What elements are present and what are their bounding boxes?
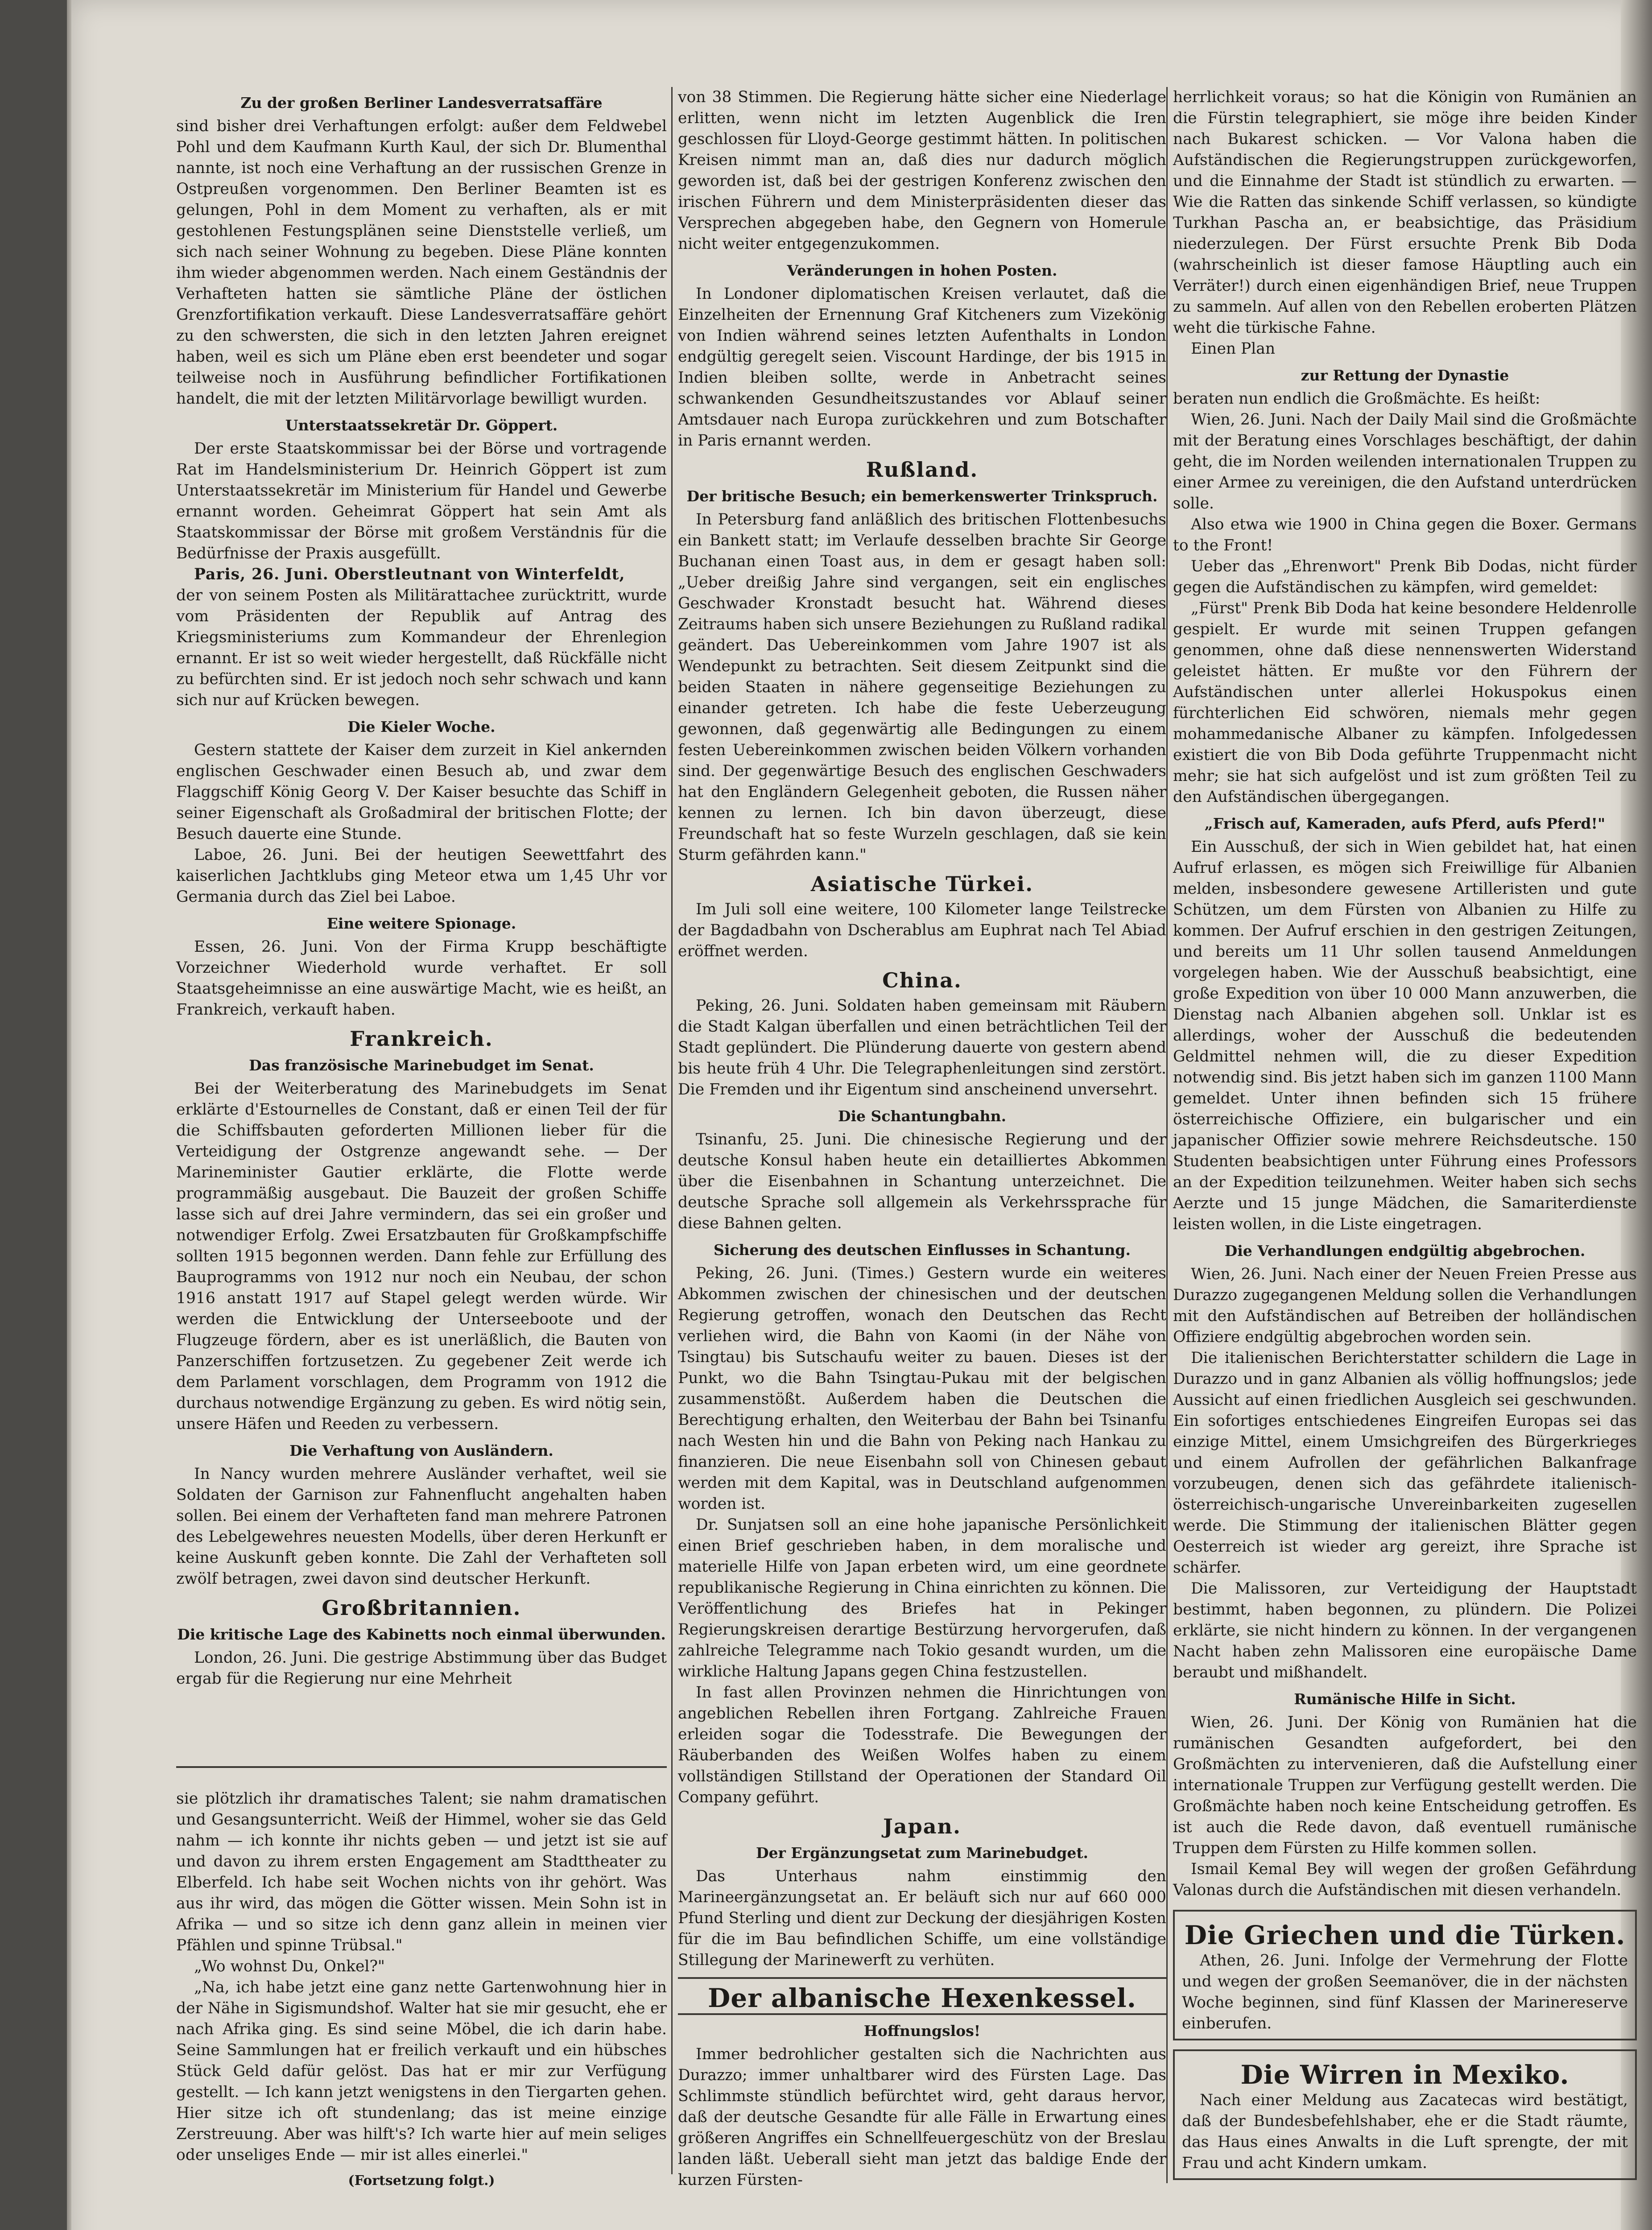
headline: Sicherung des deutschen Einflusses in Schantung. — [714, 1241, 1131, 1259]
column-left — [176, 87, 667, 1751]
article-text: Wien, 26. Juni. Der König von Rumänien hat die rumänischen Gesandten aufgefordert, bei den Großmächten zu intervenieren, daß die Aufstellung einer internationale Truppen zur Verfügung gestellt werden. Die Großmächte haben noch keine Entscheidung getroffen. Es ist auch die Rede davon, daß eventuell rumänische Truppen dem Fürsten zu Hilfe kommen sollen. — [1173, 1714, 1637, 1857]
headline: „Frisch auf, Kameraden, aufs Pferd, aufs Pferd!" — [1204, 815, 1606, 832]
article-text: Peking, 26. Juni. Soldaten haben gemeinsam mit Räubern die Stadt Kalgan überfallen und einen beträchtlichen Teil der Stadt geplündert. Die Plünderung dauerte von gestern abend bis heute früh 4 Uhr. Die Telegraphenleitungen sind zerstört. Die Fremden und ihr Eigentum sind anscheinend unversehrt. — [678, 997, 1166, 1098]
article-text: Peking, 26. Juni. (Times.) Gestern wurde ein weiteres Abkommen zwischen der chinesischen und der deutschen Regierung getroffen, wonach den Deutschen das Recht verliehen wird, die Bahn von Kaomi (in der Nähe von Tsingtau) bis Sutschaufu weiter zu bauen. Dieses ist der Punkt, wo die Bahn Tsingtau-Pukau mit der belgischen zusammenstößt. Außerdem haben die Deutschen die Berechtigung erhalten, den Weiterbau der Bahn bei Tsinanfu nach Westen hin und die Bahn von Peking nach Hankau zu finanzieren. Die neue Eisenbahn soll von Chinesen gebaut werden mit dem Kapital, was in Deutschland aufgenommen worden ist. — [678, 1264, 1166, 1513]
headline: Hoffnungslos! — [863, 2022, 981, 2040]
feuilleton-rule — [176, 1766, 667, 1768]
headline: Das französische Marinebudget im Senat. — [249, 1057, 594, 1074]
headline: zur Rettung der Dynastie — [1301, 367, 1509, 384]
news-box-mexico — [1173, 2049, 1637, 2180]
headline: Rumänische Hilfe in Sicht. — [1294, 1690, 1516, 1708]
article-text: Ein Ausschuß, der sich in Wien gebildet hat, hat einen Aufruf erlassen, es mögen sich Freiwillige für Albanien melden, insbesondere gewesene Artilleristen und gute Schützen, um dem Fürsten von Albanien zu Hilfe zu kommen. Der Aufruf erschien in den gestrigen Zeitungen, und bereits um 11 Uhr sollen tausend Anmeldungen vorgelegen haben. Wie der Ausschuß beabsichtigt, eine große Expedition von über 10 000 Mann anzuwerben, die Dienstag nach Albanien abgehen soll. Unklar ist es allerdings, woher der Ausschuß die bedeutenden Geldmittel nehmen will, die zu dieser Expedition notwendig sind. Bis jetzt haben sich im ganzen 1100 Mann gemeldet. Unter ihnen befinden sich 15 frühere österreichische Offiziere, ein bulgarischer und ein japanischer Offizier sowie mehrere Reichsdeutsche. 150 Studenten beabsichtigen unter Führung eines Professors an der Expedition teilzunehmen. Weiter haben sich sechs Aerzte und 15 junge Mädchen, die Samariterdienste leisten wollen, in die Liste eingetragen. — [1173, 838, 1637, 1233]
article-text: Bei der Weiterberatung des Marinebudgets im Senat erklärte d'Estournelles de Constant, daß er einen Teil der für die Schiffsbauten geforderten Millionen lieber für die Verteidigung der Ostgrenze angewandt sehe. — Der Marineminister Gautier erklärte, die Flotte werde programmäßig ausgebaut. Die Bauzeit der großen Schiffe lasse sich auf drei Jahre vermindern, das sei ein großer und notwendiger Erfolg. Zwei Ersatzbauten für Großkampfschiffe sollten 1915 begonnen werden. Dann fehle zur Erfüllung des Bauprogramms von 1912 nur noch ein Neubau, der schon 1916 anstatt 1917 auf Stapel gelegt werden würde. Wir werden die Entwicklung der Unterseeboote und der Flugzeuge fördern, aber es ist unerläßlich, die Bauten von Panzerschiffen fortzusetzen. Zu gegebener Zeit werde ich dem Parlament vorschlagen, dem Programm von 1912 die durchaus notwendige Ergänzung zu geben. Es wird nötig sein, unsere Häfen und Reeden zu verbessern. — [176, 1080, 667, 1433]
article-text: In Londoner diplomatischen Kreisen verlautet, daß die Einzelheiten der Ernennung Graf Kitcheners zum Vizekönig von Indien während seines letzten Aufenthalts in London endgültig geregelt seien. Viscount Hardinge, der bis 1915 in Indien bleiben sollte, werde in Anbetracht seines schwankenden Gesundheitszustandes vor Ablauf seiner Amtsdauer nach Europa zurückkehren und zum Botschafter in Paris ernannt werden. — [678, 285, 1166, 450]
article-text: Einen Plan — [1191, 340, 1276, 358]
column-right — [1173, 87, 1637, 2230]
article-text: Im Juli soll eine weitere, 100 Kilometer lange Teilstrecke der Bagdadbahn von Dscherablus am Euphrat nach Tel Abiad eröffnet werden. — [678, 900, 1166, 960]
feature-banner — [678, 1977, 1166, 2015]
article-text: Laboe, 26. Juni. Bei der heutigen Seewettfahrt des kaiserlichen Jachtklubs ging Meteor etwa um 1,45 Uhr vor Germania durch das Ziel bei Laboe. — [176, 846, 667, 906]
section-heading: China. — [882, 968, 962, 992]
article-text: In fast allen Provinzen nehmen die Hinrichtungen von angeblichen Rebellen ihren Fortgang. Zahlreiche Frauen erleiden sogar die Todesstrafe. Die Bewegungen der Räuberbanden des Weißen Wolfes haben zu einem vollständigen Stillstand der Operationen der Standard Oil Company geführt. — [678, 1684, 1166, 1806]
headline: Die Verhaftung von Ausländern. — [289, 1442, 553, 1459]
continuation-note: (Fortsetzung folgt.) — [348, 2173, 495, 2189]
headline: Veränderungen in hohen Posten. — [787, 262, 1057, 279]
column-rule — [1166, 87, 1168, 2183]
article-text: Gestern stattete der Kaiser dem zurzeit in Kiel ankernden englischen Geschwader einen Besuch ab, und zwar dem Flaggschiff König Georg V. Der Kaiser besuchte das Schiff in seiner Eigenschaft als Großadmiral der britischen Flotte; der Besuch dauerte eine Stunde. — [176, 741, 667, 843]
article-text: London, 26. Juni. Die gestrige Abstimmung über das Budget ergab für die Regierung nur eine Mehrheit — [176, 1649, 667, 1688]
article-text: Tsinanfu, 25. Juni. Die chinesische Regierung und der deutsche Konsul haben heute ein detailliertes Abkommen über die Eisenbahnen in Schantung unterzeichnet. Die deutsche Sprache soll allgemein als Verkehrssprache für diese Bahnen gelten. — [678, 1131, 1166, 1232]
article-text: beraten nun endlich die Großmächte. Es heißt: — [1173, 390, 1540, 408]
article-text: Wien, 26. Juni. Nach einer der Neuen Freien Presse aus Durazzo zugegangenen Meldung sollen die Verhandlungen mit den Aufständischen auf Betreiben der holländischen Offiziere endgültig abgebrochen worden sein. — [1173, 1265, 1637, 1346]
headline: Eine weitere Spionage. — [326, 915, 516, 932]
article-text: sind bisher drei Verhaftungen erfolgt: außer dem Feldwebel Pohl und dem Kaufmann Kurth Kaul, der sich Dr. Blumenthal nannte, ist noch eine Verhaftung an der russischen Grenze in Ostpreußen vorgenommen. Den Berliner Beamten ist es gelungen, Pohl in dem Moment zu verhaften, als er mit gestohlenen Festungsplänen seine Dienststelle verließ, um sich nach seiner Wohnung zu begeben. Diese Pläne konnten ihm wieder abgenommen werden. Nach einem Geständnis der Verhafteten hatten sie sämtliche Pläne der östlichen Grenzfortifikation verkauft. Diese Landesverratsaffäre gehört zu den schwersten, die sich in den letzten Jahren ereignet haben, weil es sich um Pläne eben erst beendeter und sogar teilweise noch in Ausführung befindlicher Fortifikationen handelt, die mit der letzten Militärvorlage bewilligt wurden. — [176, 117, 667, 408]
feature-title: Der albanische Hexenkessel. — [707, 1983, 1136, 2013]
headline: Die kritische Lage des Kabinetts noch einmal überwunden. — [177, 1626, 666, 1643]
section-heading: Asiatische Türkei. — [810, 872, 1034, 896]
headline: Die Schantungbahn. — [838, 1107, 1007, 1125]
article-text: herrlichkeit voraus; so hat die Königin von Rumänien an die Fürstin telegraphiert, sie möge ihre beiden Kinder nach Bukarest schicken. — Vor Valona haben die Aufständischen die Regierungstruppen zurückgeworfen, und die Einnahme der Stadt ist stündlich zu erwarten. — Wie die Ratten das sinkende Schiff verlassen, so kündigte Turkhan Pascha an, er beabsichtige, das Präsidium niederzulegen. Der Fürst ersuchte Prenk Bib Doda (wahrscheinlich ist dieser famose Häuptling auch ein Verräter!) durch einen eigenhändigen Brief, neue Truppen zu sammeln. Auf allen von den Rebellen eroberten Plätzen weht die türkische Fahne. — [1173, 88, 1637, 337]
article-text: In Petersburg fand anläßlich des britischen Flottenbesuchs ein Bankett statt; im Verlaufe desselben brachte Sir George Buchanan einen Toast aus, in dem er gesagt haben soll: „Ueber dreißig Jahre sind vergangen, seit ein englisches Geschwader Kronstadt besucht hat. Während dieses Zeitraums haben sich unsere Beziehungen zu Rußland radikal geändert. Das Uebereinkommen vom Jahre 1907 ist als Wendepunkt zu betrachten. Seit diesem Zeitpunkt sind die beiden Staaten in nähere gegenseitige Beziehungen zu einander getreten. Ich habe die feste Ueberzeugung gewonnen, daß gegenwärtig alle Bedingungen zu einem festen Uebereinkommen zwischen beiden Völkern vorhanden sind. Der gegenwärtige Besuch des englischen Geschwaders hat den Engländern Gelegenheit geboten, die Russen näher kennen zu lernen. Ich bin davon überzeugt, diese Freundschaft hat so feste Wurzeln geschlagen, daß sie kein Sturm gefährden kann." — [678, 511, 1166, 864]
article-text: Der erste Staatskommissar bei der Börse und vortragende Rat im Handelsministerium Dr. Heinrich Göppert ist zum Unterstaatssekretär im Ministerium für Handel und Gewerbe ernannt worden. Geheimrat Göppert hat sein Amt als Staatskommissar der Börse mit großem Verständnis für die Bedürfnisse der Praxis ausgefüllt. — [176, 440, 667, 562]
serial-text: „Na, ich habe jetzt eine ganz nette Gartenwohnung hier in der Nähe in Sigismundshof. Walter hat sie mir gesucht, ehe er nach Afrika ging. Es sind seine Möbel, die ich darin habe. Seine Sammlungen hat er freilich verkauft und ein hübsches Stück Geld dafür gelöst. Das hat er mir zur Verfügung gestellt. — Ich kann jetzt wenigstens in den Tiergarten gehen. Hier sitze ich oft stundenlang; das ist meine einzige Zerstreuung. Aber was hilft's? Ich warte hier auf mein seliges oder unseliges Ende — mir ist alles einerlei." — [176, 1978, 667, 2164]
article-text: Athen, 26. Juni. Infolge der Vermehrung der Flotte und wegen der großen Seemanöver, die in der nächsten Woche beginnen, sind fünf Klassen der Marinereserve einberufen. — [1182, 1952, 1628, 2032]
headline: Die Verhandlungen endgültig abgebrochen. — [1224, 1242, 1586, 1260]
article-text: Dr. Sunjatsen soll an eine hohe japanische Persönlichkeit einen Brief geschrieben haben, in dem moralische und materielle Hilfe von Japan erbeten wird, um eine geordnete republikanische Regierung in China einrichten zu können. Die Veröffentlichung des Briefes hat in Pekinger Regierungskreisen derartige Bestürzung hervorgerufen, daß zahlreiche Telegramme nach Tokio gesandt wurden, um die wirkliche Haltung Japans gegen China festzustellen. — [678, 1516, 1166, 1681]
dateline: Paris, 26. Juni. Oberstleutnant von Winterfeldt, — [194, 566, 625, 583]
headline: Die Kieler Woche. — [347, 718, 496, 735]
box-title: Die Griechen und die Türken. — [1184, 1920, 1626, 1950]
article-text: Essen, 26. Juni. Von der Firma Krupp beschäftigte Vorzeichner Wiederhold wurde verhaftet. Er soll Staatsgeheimnisse an eine auswärtige Macht, wie es heißt, an Frankreich, verkauft haben. — [176, 938, 667, 1019]
article-text: Nach einer Meldung aus Zacatecas wird bestätigt, daß der Bundesbefehlshaber, ehe er die Stadt räumte, das Haus eines Anwalts in die Luft sprengte, der mit Frau und acht Kindern umkam. — [1182, 2091, 1628, 2172]
article-text: Ismail Kemal Bey will wegen der großen Gefährdung Valonas durch die Aufständischen mit diesen verhandeln. — [1173, 1860, 1637, 1899]
news-box-greece — [1173, 1910, 1637, 2040]
section-heading: Großbritannien. — [322, 1596, 521, 1620]
article-text: Ueber das „Ehrenwort" Prenk Bib Dodas, nicht fürder gegen die Aufständischen zu kämpfen, wird gemeldet: — [1173, 558, 1637, 596]
article-text: Das Unterhaus nahm einstimmig den Marineergänzungsetat an. Er beläuft sich nur auf 660 000 Pfund Sterling und dient zur Deckung der diesjährigen Kosten für die im Bau befindlichen Schiffe, um eine vollständige Stillegung der Marinewerft zu verhüten. — [678, 1867, 1166, 1969]
box-title: Die Wirren in Mexiko. — [1240, 2060, 1569, 2090]
article-text: der von seinem Posten als Militärattachee zurücktritt, wurde vom Präsidenten der Republik auf Antrag des Kriegsministeriums zum Kommandeur der Ehrenlegion ernannt. Er ist so weit wieder hergestellt, daß Rückfälle nicht zu befürchten sind. Er ist jedoch noch sehr schwach und kann sich nur auf Krücken bewegen. — [176, 586, 667, 709]
article-text: von 38 Stimmen. Die Regierung hätte sicher eine Niederlage erlitten, wenn nicht im letzten Augenblick die Iren geschlossen für Lloyd-George gestimmt hätten. In politischen Kreisen nimmt man an, daß dies nur dadurch möglich geworden ist, daß bei der gestrigen Konferenz zwischen den irischen Führern und dem Ministerpräsidenten dieser das Versprechen abgegeben habe, den Gegnern von Homerule nicht weiter entgegenzukommen. — [678, 88, 1166, 253]
headline: Der britische Besuch; ein bemerkenswerter Trinkspruch. — [686, 487, 1158, 505]
article-text: Die italienischen Berichterstatter schildern die Lage in Durazzo und in ganz Albanien als völlig hoffnungslos; jede Aussicht auf einen friedlichen Ausgleich sei geschwunden. Ein sofortiges entschiedenes Eingreifen Europas sei das einzige Mittel, einem Umsichgreifen des Bürgerkrieges und einem Aufrollen der gefährlichen Balkanfrage vorzubeugen, denen sich das gefährdete italienisch-österreichisch-ungarische Unvereinbarkeiten zugesellen werde. Die Stimmung der italienischen Blätter gegen Oesterreich ist wieder arg gereizt, ihre Sprache ist schärfer. — [1173, 1349, 1637, 1577]
headline: Unterstaatssekretär Dr. Göppert. — [285, 417, 558, 434]
column-rule — [671, 87, 673, 2174]
serial-text: sie plötzlich ihr dramatisches Talent; sie nahm dramatischen und Gesangsunterricht. Weiß der Himmel, woher sie das Geld nahm — ich konnte ihr nichts geben — und jetzt ist sie auf und davon zu ihrem ersten Engagement am Stadttheater zu Elberfeld. Ich habe seit Wochen nichts von ihr gehört. Was aus ihr wird, das mögen die Götter wissen. Mein Sohn ist in Afrika — und so sitze ich denn ganz allein in meinen vier Pfählen und spinne Trübsal." — [176, 1790, 667, 1954]
article-text: Immer bedrohlicher gestalten sich die Nachrichten aus Durazzo; immer unhaltbarer wird des Fürsten Lage. Das Schlimmste stündlich befürchtet wird, geht daraus hervor, daß der deutsche Gesandte für alle Fälle in Erwartung eines größeren Angriffes ein Schnellfeuergeschütz von der Breslau landen läßt. Ueberall sieht man jetzt das baldige Ende der kurzen Fürsten- — [678, 2045, 1166, 2189]
feuilleton-serial — [176, 1788, 667, 2217]
section-heading: Frankreich. — [350, 1027, 493, 1051]
article-text: In Nancy wurden mehrere Ausländer verhaftet, weil sie Soldaten der Garnison zur Fahnenflucht angehalten haben sollen. Bei einem der Verhafteten fand man mehrere Patronen des Lebelgewehres neuesten Modells, über deren Herkunft er keine Auskunft geben konnte. Die Zahl der Verhafteten soll zwölf betragen, zwei davon sind deutscher Herkunft. — [176, 1465, 667, 1588]
article-text: Also etwa wie 1900 in China gegen die Boxer. Germans to the Front! — [1173, 516, 1637, 554]
section-heading: Rußland. — [866, 458, 979, 482]
section-heading: Japan. — [883, 1814, 961, 1838]
column-middle — [678, 87, 1166, 2189]
article-text: „Fürst" Prenk Bib Doda hat keine besondere Heldenrolle gespielt. Er wurde mit seinen Truppen gefangen genommen, ohne daß diese nennenswerten Widerstand geleistet hätten. Er mußte vor den Führern der Aufständischen unter allerlei Hokuspokus einen fürchterlichen Eid schwören, niemals mehr gegen mohammedanische Albaner zu kämpfen. Infolgedessen existiert die von Bib Doda geführte Truppenmacht nicht mehr; sie hat sich aufgelöst und ist zum größten Teil zu den Aufständischen übergegangen. — [1173, 599, 1637, 806]
serial-text: „Wo wohnst Du, Onkel?" — [194, 1957, 385, 1975]
article-text: Die Malissoren, zur Verteidigung der Hauptstadt bestimmt, haben begonnen, zu plündern. Die Polizei erklärte, sie nicht hindern zu können. In der vergangenen Nacht haben zehn Malissoren eine europäische Dame beraubt und mißhandelt. — [1173, 1580, 1637, 1681]
article-text: Wien, 26. Juni. Nach der Daily Mail sind die Großmächte mit der Beratung eines Vorschlages beschäftigt, der dahin geht, die im Norden weilenden internationalen Truppen zu einer Armee zu vereinigen, die den Aufstand unterdrücken solle. — [1173, 411, 1637, 512]
headline: Der Ergänzungsetat zum Marinebudget. — [756, 1844, 1089, 1862]
headline: Zu der großen Berliner Landesverratsaffäre — [240, 94, 603, 112]
